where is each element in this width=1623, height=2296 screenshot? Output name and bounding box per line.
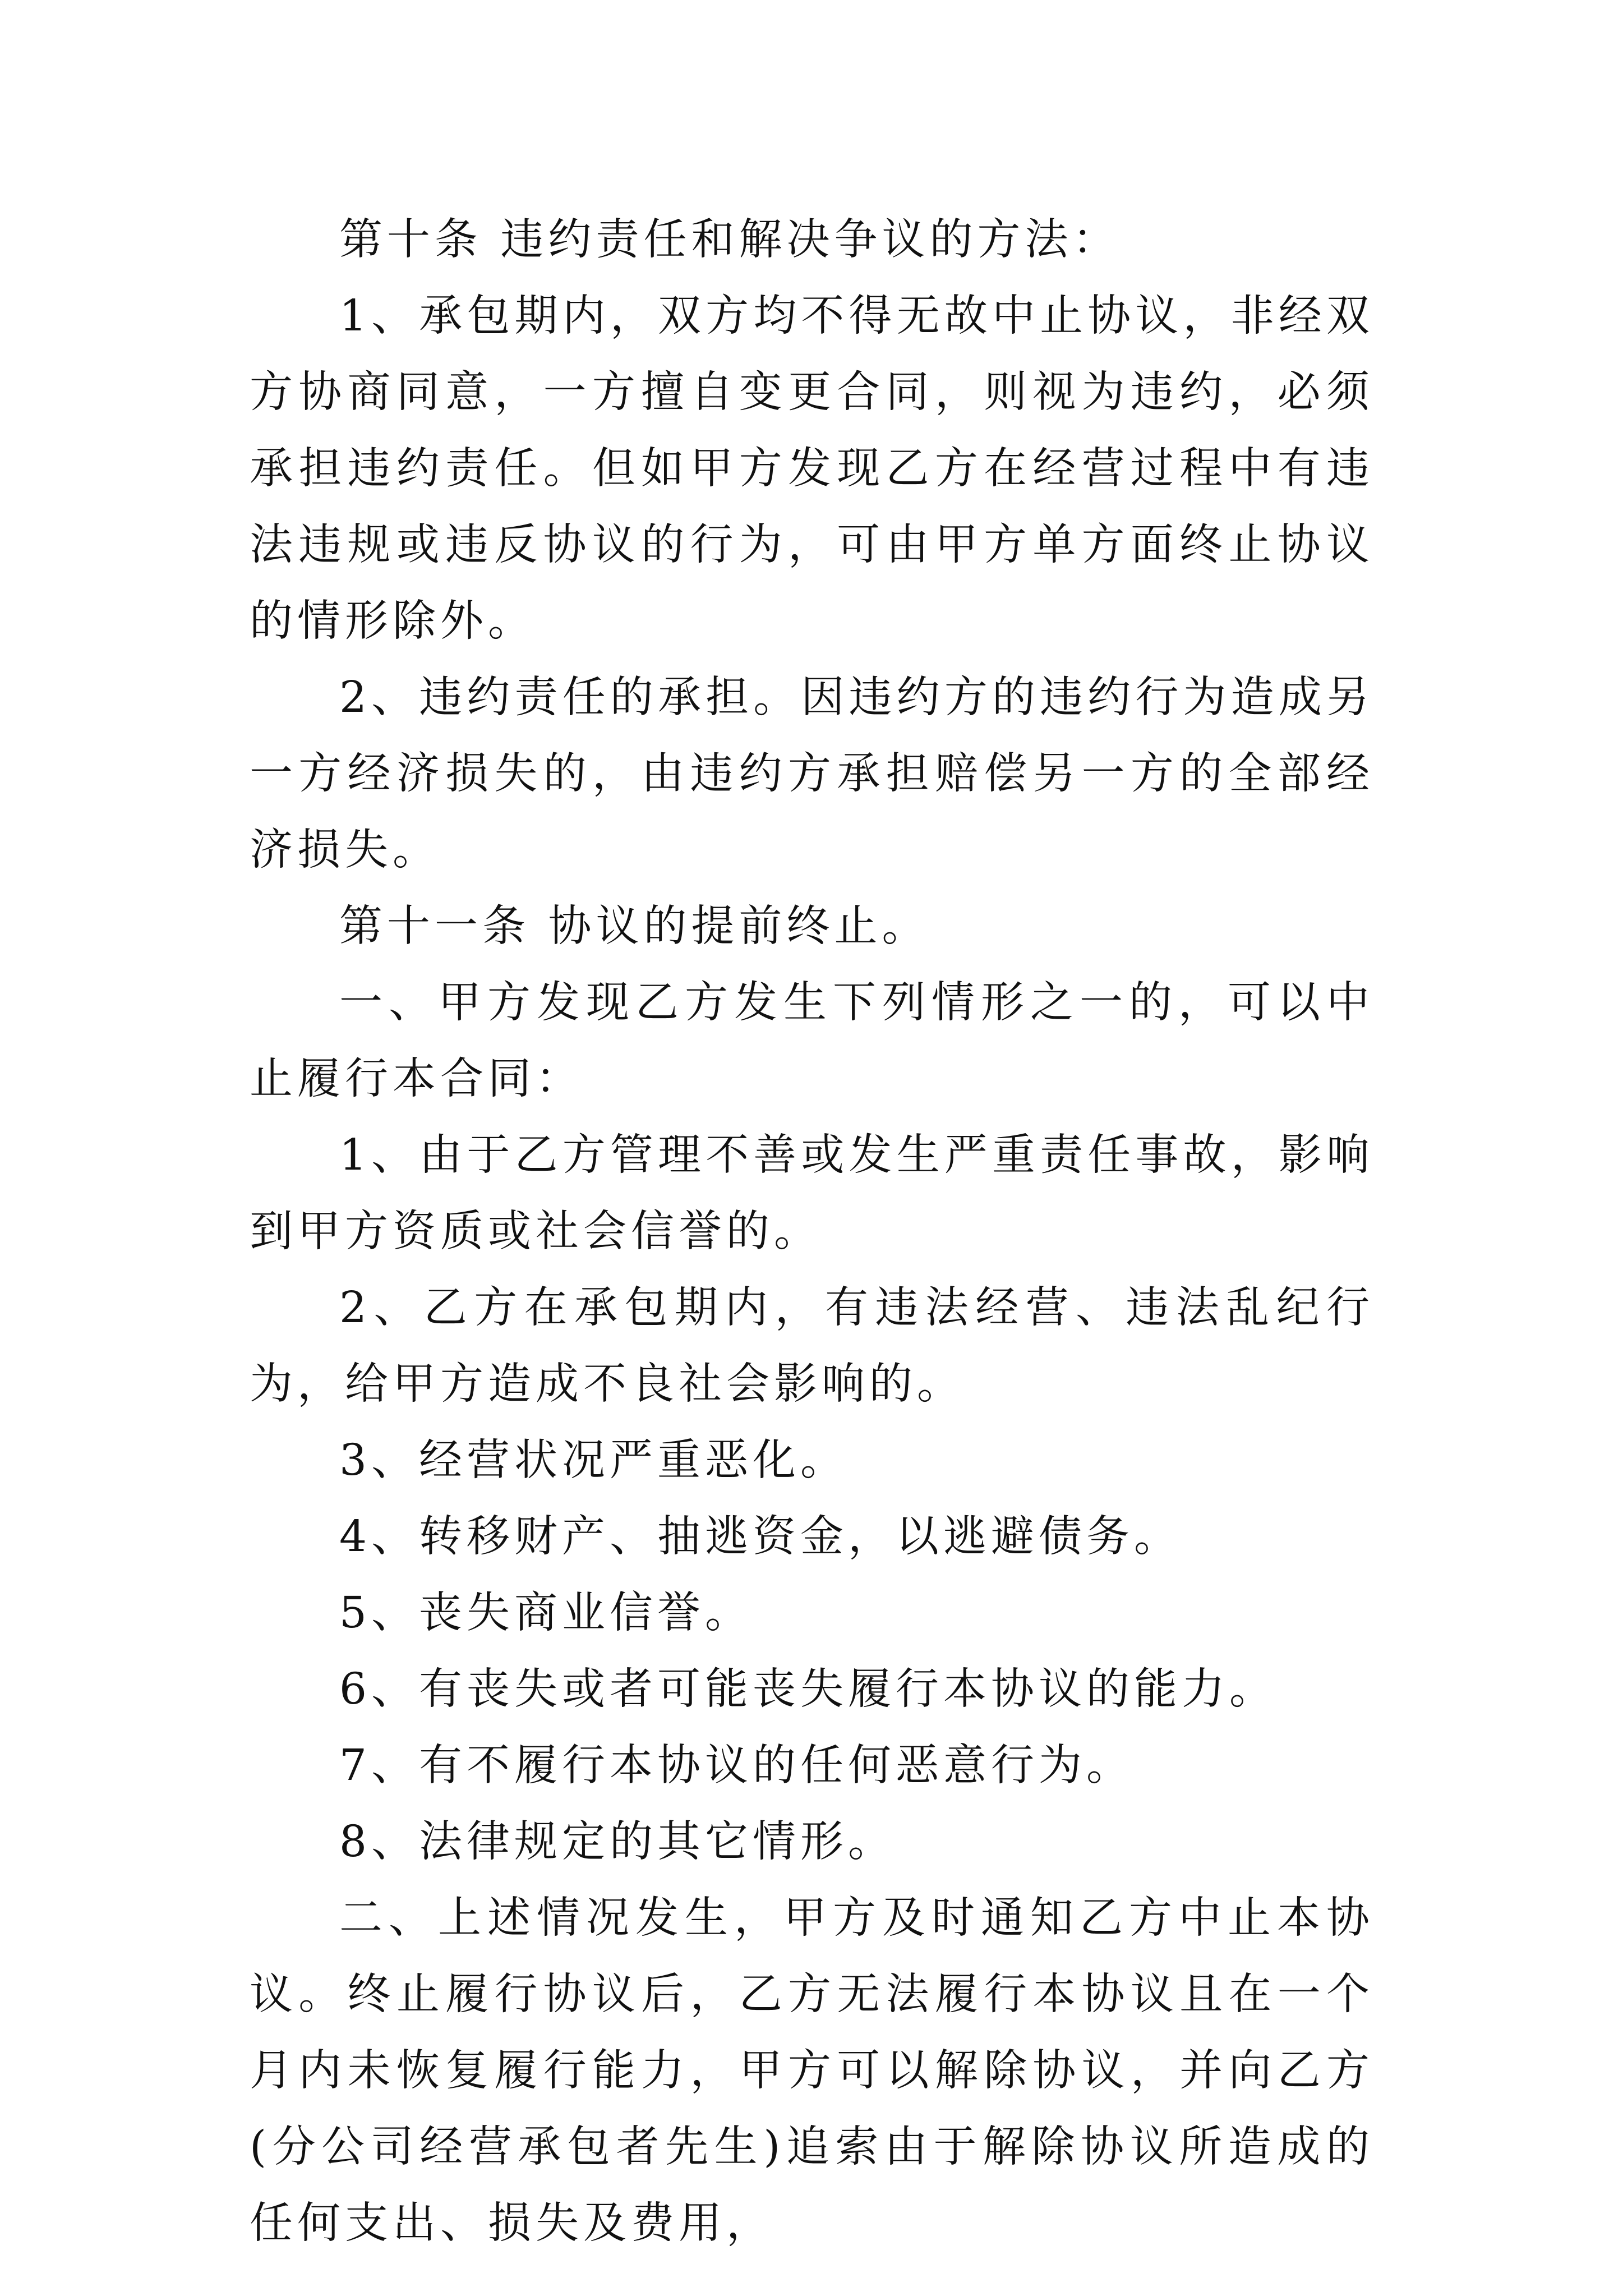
article-11-item-5: 5、丧失商业信誉。: [339, 1588, 753, 1638]
article-10-heading: 第十条 违约责任和解决争议的方法：: [339, 215, 1121, 265]
article-11-heading: 第十一条 协议的提前终止。: [339, 901, 930, 951]
document-body: [250, 202, 1374, 2262]
article-11-item-1: 1、由于乙方管理不善或发生严重责任事故，影响到甲方资质或社会信誉的。: [250, 1130, 1374, 1257]
article-11-item-4: 4、转移财产、抽逃资金，以逃避债务。: [339, 1512, 1182, 1562]
article-11-item-2: 2、乙方在承包期内，有违法经营、违法乱纪行为，给甲方造成不良社会影响的。: [250, 1283, 1374, 1409]
article-11-item-3: 3、经营状况严重恶化。: [339, 1435, 848, 1485]
article-10-clause-2: 2、违约责任的承担。因违约方的违约行为造成另一方经济损失的，由违约方承担赔偿另一方的全部经济损失。: [250, 673, 1374, 875]
article-11-section-1: 一、甲方发现乙方发生下列情形之一的，可以中止履行本合同：: [250, 978, 1374, 1104]
article-10-clause-1: 1、承包期内，双方均不得无故中止协议，非经双方协商同意，一方擅自变更合同，则视为违约，必须承担违约责任。但如甲方发现乙方在经营过程中有违法违规或违反协议的行为，可由甲方单方面终止协议的情形除外。: [250, 291, 1374, 646]
article-11-item-6: 6、有丧失或者可能丧失履行本协议的能力。: [339, 1664, 1277, 1714]
article-11-section-2: 二、上述情况发生，甲方及时通知乙方中止本协议。终止履行协议后，乙方无法履行本协议且在一个月内未恢复履行能力，甲方可以解除协议，并向乙方(分公司经营承包者先生)追索由于解除协议所造成的任何支出、损失及费用，: [250, 1893, 1374, 2248]
article-11-item-7: 7、有不履行本协议的任何恶意行为。: [339, 1741, 1134, 1791]
article-11-item-8: 8、法律规定的其它情形。: [339, 1817, 896, 1867]
